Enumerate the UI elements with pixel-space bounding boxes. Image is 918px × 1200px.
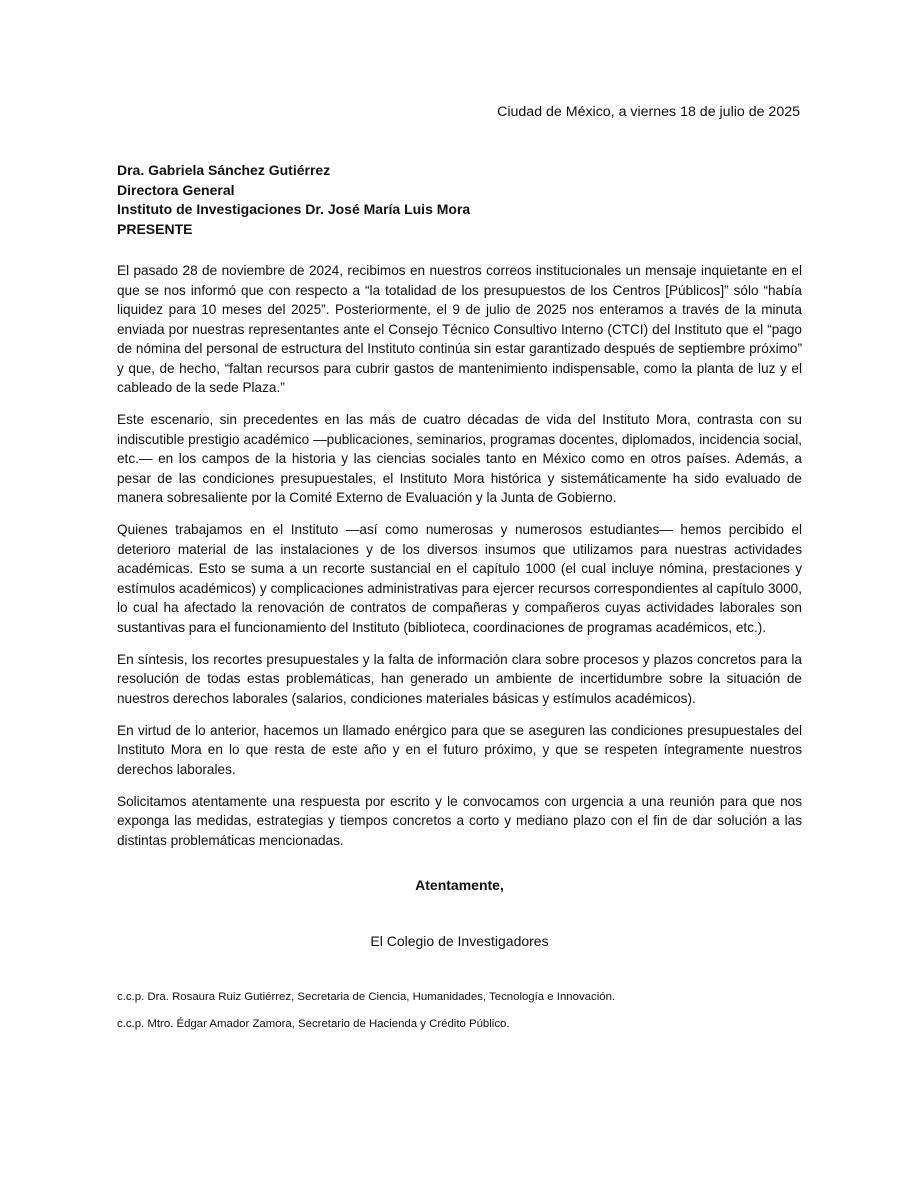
body-paragraph-1: El pasado 28 de noviembre de 2024, recibimos en nuestros correos institucionales un mensaje inquietante en el que se nos informó que con respecto a “la totalidad de los presupuestos de los Centros [Públicos]” sólo “había liquidez para 10 meses del 2025”. Posteriormente, el 9 de julio de 2025 nos enteramos a través de la minuta enviada por nuestras representantes ante el Consejo Técnico Consultivo Interno (CTCI) del Instituto que el “pago de nómina del personal de estructura del Instituto continúa sin estar garantizado después de septiembre próximo” y que, de hecho, “faltan recursos para cubrir gastos de mantenimiento indispensable, como la planta de luz y el cableado de la sede Plaza.” xyxy=(117,263,802,395)
recipient-position: Directora General xyxy=(117,181,235,198)
ccp-line-2: c.c.p. Mtro. Édgar Amador Zamora, Secretario de Hacienda y Crédito Público. xyxy=(117,1018,510,1030)
signature-line: El Colegio de Investigadores xyxy=(370,933,549,949)
body-paragraph-3: Quienes trabajamos en el Instituto —así como numerosas y numerosos estudiantes— hemos percibido el deterioro material de las instalaciones y de los diversos insumos que utilizamos para nuestras actividades académicas. Esto se suma a un recorte sustancial en el capítulo 1000 (el cual incluye nómina, prestaciones y estímulos académicos) y complicaciones administrativas para ejercer recursos correspondientes al capítulo 3000, lo cual ha afectado la renovación de contratos de compañeras y compañeros cuyas actividades laborales son sustantivas para el funcionamiento del Instituto (biblioteca, coordinaciones de programas académicos, etc.). xyxy=(117,522,802,635)
closing-line: Atentamente, xyxy=(415,877,504,893)
letter-body xyxy=(117,261,802,863)
recipient-institution: Instituto de Investigaciones Dr. José María Luis Mora xyxy=(117,201,471,217)
body-paragraph-5: En virtud de lo anterior, hacemos un llamado enérgico para que se aseguren las condiciones presupuestales del Instituto Mora en lo que resta de este año y en el futuro próximo, y que se respeten íntegramente nuestros derechos laborales. xyxy=(117,722,802,777)
date-line: Ciudad de México, a viernes 18 de julio de 2025 xyxy=(497,104,800,120)
body-paragraph-6: Solicitamos atentamente una respuesta por escrito y le convocamos con urgencia a una reunión para que nos exponga las medidas, estrategias y tiempos concretos a corto y mediano plazo con el fin de dar solución a las distintas problemáticas mencionadas. xyxy=(117,793,802,848)
ccp-line-1: c.c.p. Dra. Rosaura Ruiz Gutiérrez, Secretaria de Ciencia, Humanidades, Tecnología e Innovación. xyxy=(117,991,616,1003)
recipient-block xyxy=(117,161,470,239)
recipient-salutation: PRESENTE xyxy=(117,220,193,237)
body-paragraph-2: Este escenario, sin precedentes en las más de cuatro décadas de vida del Instituto Mora, contrasta con su indiscutible prestigio académico —publicaciones, seminarios, programas docentes, diplomados, incidencia social, etc.— en los campos de la historia y las ciencias sociales tanto en México como en otros países. Además, a pesar de las condiciones presupuestales, el Instituto Mora histórica y sistemáticamente ha sido evaluado de manera sobresaliente por la Comité Externo de Evaluación y la Junta de Gobierno. xyxy=(117,412,802,505)
body-paragraph-4: En síntesis, los recortes presupuestales y la falta de información clara sobre procesos y plazos concretos para la resolución de todas estas problemáticas, han generado un ambiente de incertidumbre sobre la situación de nuestros derechos laborales (salarios, condiciones materiales básicas y estímulos académicos). xyxy=(117,651,802,706)
recipient-name: Dra. Gabriela Sánchez Gutiérrez xyxy=(117,162,331,178)
